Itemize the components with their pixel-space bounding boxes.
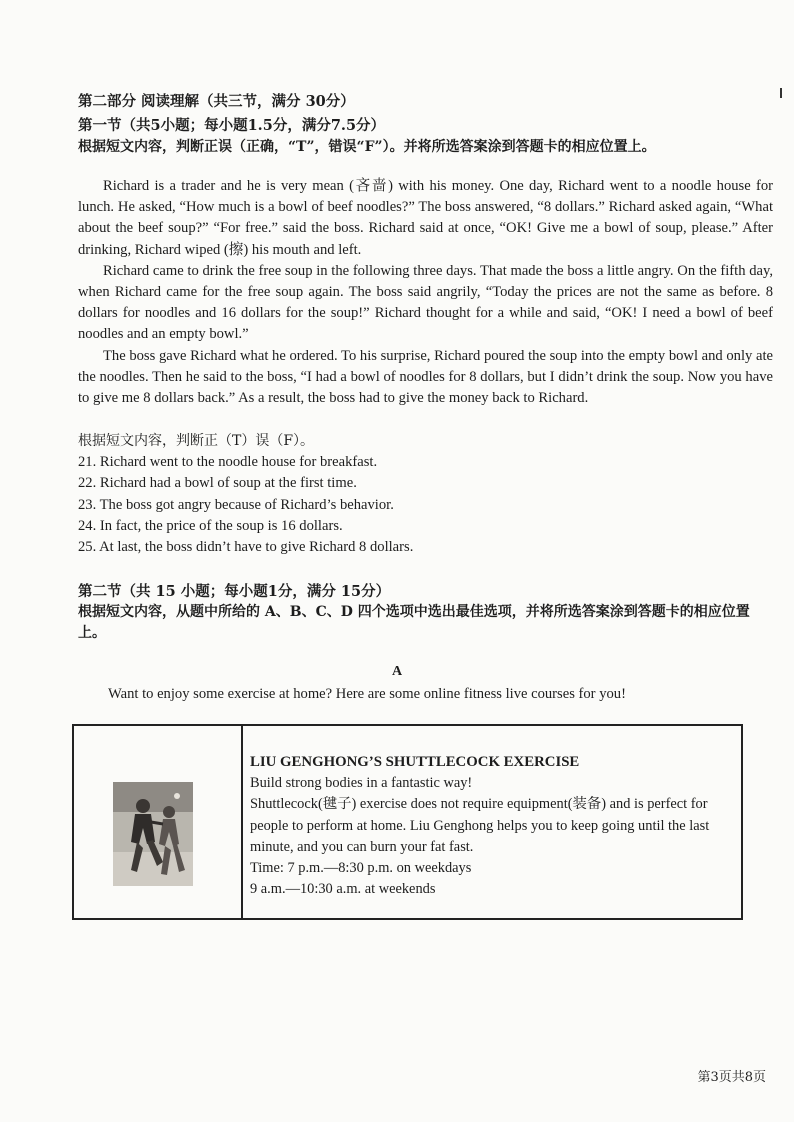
question-23: 23. The boss got angry because of Richard’s behavior. xyxy=(78,496,394,513)
course-photo xyxy=(113,782,193,886)
box-divider xyxy=(241,726,243,918)
course-time-weekdays: Time: 7 p.m.—8:30 p.m. on weekdays xyxy=(250,860,472,877)
question-24: 24. In fact, the price of the soup is 16 dollars. xyxy=(78,517,343,534)
section2-header: 第二节（共 15 小题；每小题1分，满分 15分） xyxy=(78,583,391,600)
page-number: 第3页共8页 xyxy=(697,1070,766,1085)
passage-paragraph-1: Richard is a trader and he is very mean (吝啬) with his money. One day, Richard went to a noodle house for lunch. He asked, “How much is a bowl of beef noodles?” The boss answered, “8 dollars.” Richard asked again, “What about the beef soup?” “For free.” said the boss. Richard said at once, “OK! Give me a bowl of soup, please.” After drinking, Richard wiped (擦) his mouth and left. xyxy=(78,178,773,258)
part-a-intro: Want to enjoy some exercise at home? Here are some online fitness live courses for you! xyxy=(108,686,626,702)
section2-instruction: 根据短文内容，从题中所给的 A、B、C、D 四个选项中选出最佳选项，并将所选答案涂到答题卡的相应位置上。 xyxy=(78,604,750,641)
course-tagline: Build strong bodies in a fantastic way! xyxy=(250,775,473,792)
section1-header: 第一节（共5小题；每小题1.5分，满分7.5分） xyxy=(78,117,386,134)
part-a-label: A xyxy=(391,664,403,679)
passage-paragraph-2: Richard came to drink the free soup in the following three days. That made the boss a little angry. On the fifth day, when Richard came for the free soup again. The boss said angrily, “Today the prices are not the same as before. 8 dollars for noodles and 16 dollars for the soup!” Richard thought for a while and said, “OK! I need a bowl of beef noodles and an empty bowl.” xyxy=(78,262,773,343)
question-block xyxy=(78,431,773,558)
course-description: Shuttlecock(毽子) exercise does not require equipment(装备) and is perfect for people to perform at home. Liu Genghong helps you to keep going until the last minute, and you can burn your fat fast. xyxy=(250,796,710,855)
question-21: 21. Richard went to the noodle house for breakfast. xyxy=(78,454,378,471)
part-header: 第二部分 阅读理解（共三节，满分 30分） xyxy=(78,93,355,110)
exercise-photo-image xyxy=(113,782,193,886)
scan-mark xyxy=(780,88,782,98)
question-instruction: 根据短文内容，判断正（T）误（F）。 xyxy=(78,433,315,449)
question-22: 22. Richard had a bowl of soup at the first time. xyxy=(78,475,357,492)
question-25: 25. At last, the boss didn’t have to give Richard 8 dollars. xyxy=(78,539,414,556)
course-time-weekends: 9 a.m.—10:30 a.m. at weekends xyxy=(250,881,436,898)
course-title: LIU GENGHONG’S SHUTTLECOCK EXERCISE xyxy=(250,754,580,770)
course-box xyxy=(72,724,743,920)
section1-instruction: 根据短文内容，判断正误（正确，“T”，错误“F”）。并将所选答案涂到答题卡的相应位置上。 xyxy=(78,139,656,155)
course-content xyxy=(250,752,738,900)
reading-passage xyxy=(78,176,773,409)
passage-paragraph-3: The boss gave Richard what he ordered. To his surprise, Richard poured the soup into the empty bowl and only ate the noodles. Then he said to the boss, “I had a bowl of noodles for 8 dollars, but I didn’t drink the soup. Now you have to give me 8 dollars back.” As a result, the boss had to give the money back to Richard. xyxy=(78,347,773,407)
